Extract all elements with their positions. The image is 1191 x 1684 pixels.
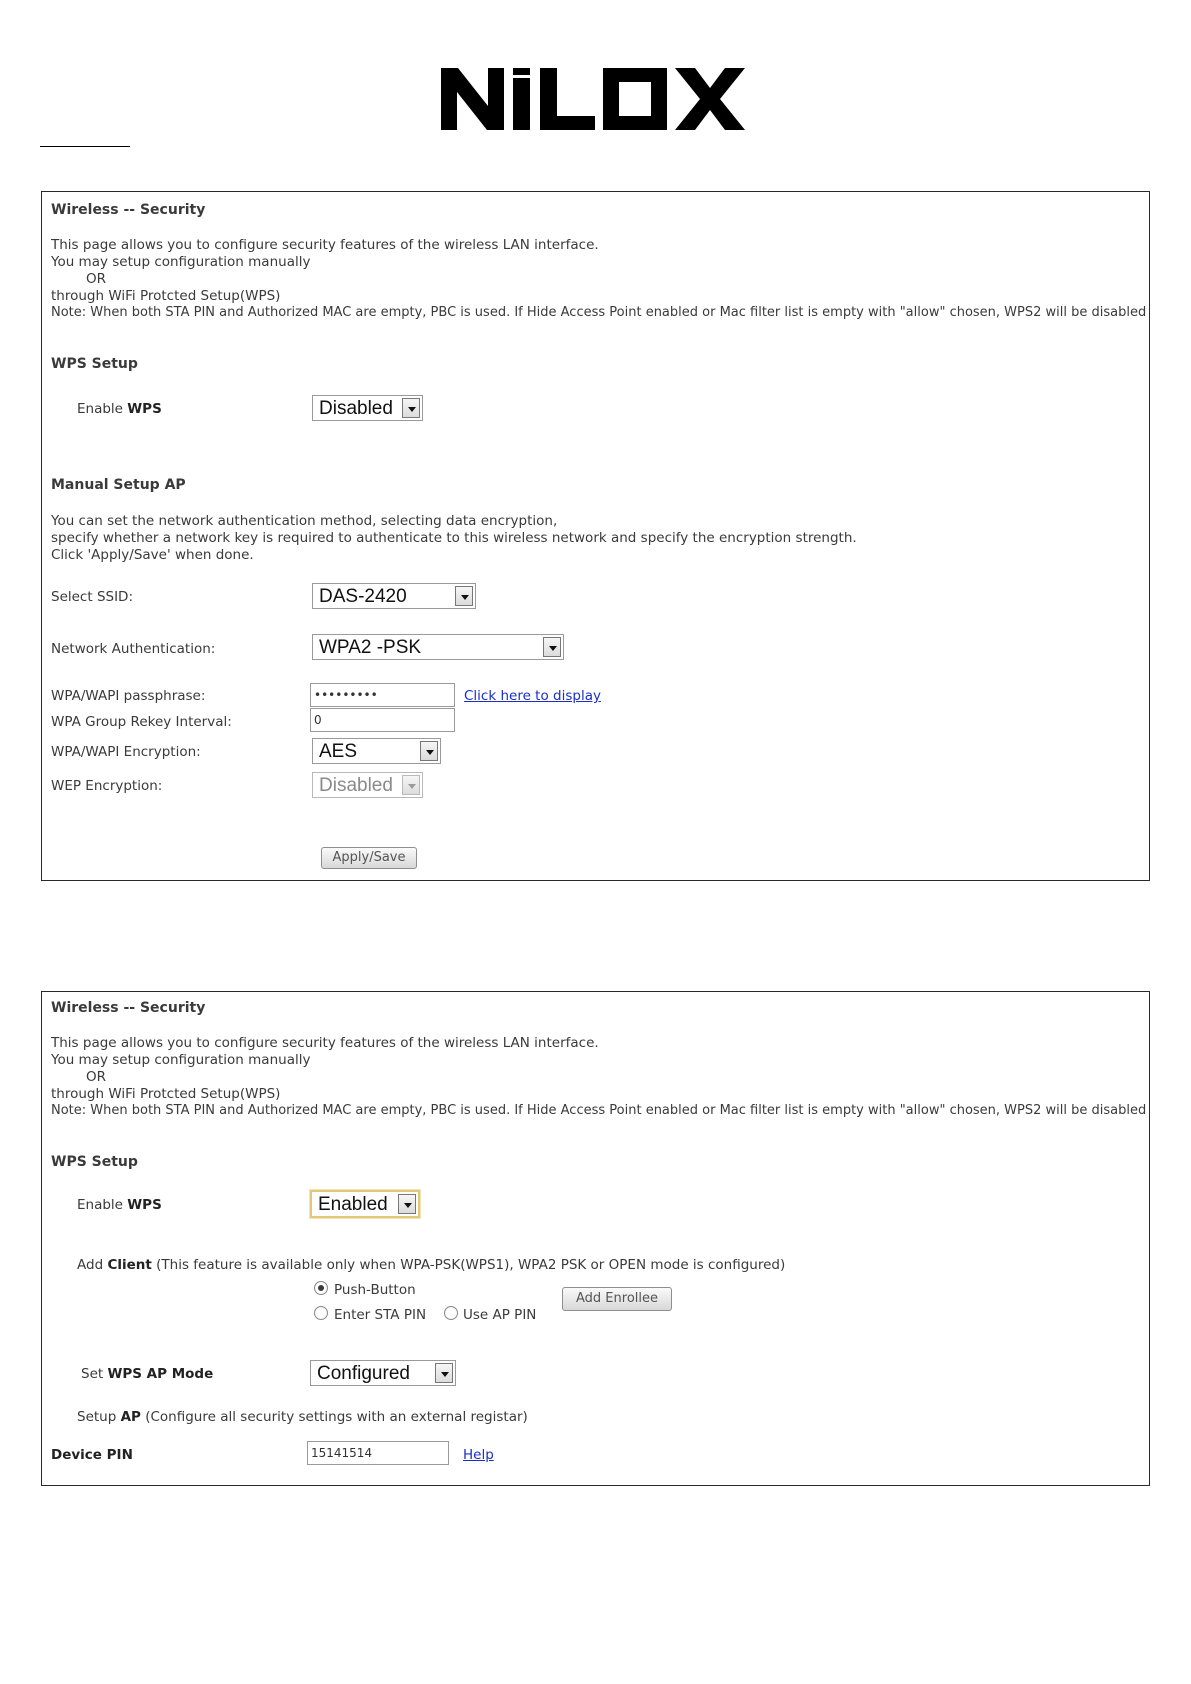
chevron-down-icon: [402, 398, 420, 418]
auth-label: Network Authentication:: [51, 641, 216, 657]
wep-encryption-select: Disabled: [312, 772, 423, 798]
chevron-down-icon: [398, 1194, 416, 1214]
enable-wps-label: Enable WPS: [77, 1197, 162, 1213]
display-passphrase-link[interactable]: Click here to display: [464, 688, 601, 704]
intro-line: You may setup configuration manually: [51, 1052, 311, 1068]
device-pin-input[interactable]: 15141514: [307, 1441, 449, 1465]
intro-line: OR: [86, 271, 107, 287]
manual-desc-line: You can set the network authentication method, selecting data encryption,: [51, 513, 558, 529]
ssid-select[interactable]: DAS-2420: [312, 583, 476, 609]
passphrase-input[interactable]: •••••••••: [310, 683, 455, 707]
push-button-label: Push-Button: [334, 1282, 416, 1298]
rekey-interval-input[interactable]: 0: [310, 708, 455, 732]
add-enrollee-button[interactable]: Add Enrollee: [562, 1287, 672, 1311]
chevron-down-icon: [402, 775, 420, 795]
wps-setup-heading: WPS Setup: [51, 1154, 138, 1170]
wep-label: WEP Encryption:: [51, 778, 163, 794]
chevron-down-icon: [420, 741, 438, 761]
manual-setup-heading: Manual Setup AP: [51, 477, 186, 493]
intro-note: Note: When both STA PIN and Authorized MAC are empty, PBC is used. If Hide Access Point enabled or Mac filter list is empty with "allow" chosen, WPS2 will be disabled: [51, 1103, 1147, 1118]
enter-sta-pin-label: Enter STA PIN: [334, 1307, 427, 1323]
apply-save-button[interactable]: Apply/Save: [321, 847, 417, 869]
device-pin-label: Device PIN: [51, 1447, 133, 1463]
wireless-security-panel-enabled: [41, 991, 1150, 1486]
enable-wps-select[interactable]: Disabled: [312, 395, 423, 421]
enable-wps-select[interactable]: Enabled: [310, 1190, 420, 1218]
chevron-down-icon: [455, 586, 473, 606]
encryption-label: WPA/WAPI Encryption:: [51, 744, 201, 760]
setup-ap-label: Setup AP (Configure all security settings with an external registar): [77, 1409, 528, 1425]
network-auth-select[interactable]: WPA2 -PSK: [312, 634, 564, 660]
encryption-select[interactable]: AES: [312, 738, 441, 764]
enable-wps-label: Enable WPS: [77, 401, 162, 417]
page-title: Wireless -- Security: [51, 202, 206, 218]
add-client-label: Add Client (This feature is available only when WPA-PSK(WPS1), WPA2 PSK or OPEN mode is configured): [77, 1257, 786, 1273]
wps-ap-mode-select[interactable]: Configured: [310, 1360, 456, 1386]
intro-line: You may setup configuration manually: [51, 254, 311, 270]
rekey-label: WPA Group Rekey Interval:: [51, 714, 232, 730]
nilox-logo: [441, 68, 747, 130]
chevron-down-icon: [543, 637, 561, 657]
enter-sta-pin-radio[interactable]: [314, 1306, 328, 1320]
manual-desc-line: specify whether a network key is required to authenticate to this wireless network and specify the encryption strength.: [51, 530, 857, 546]
ap-mode-label: Set WPS AP Mode: [81, 1366, 214, 1382]
push-button-radio[interactable]: [314, 1281, 328, 1295]
wireless-security-panel-disabled: [41, 191, 1150, 881]
help-link[interactable]: Help: [463, 1447, 494, 1463]
intro-line: This page allows you to configure security features of the wireless LAN interface.: [51, 237, 599, 253]
manual-desc-line: Click 'Apply/Save' when done.: [51, 547, 254, 563]
passphrase-label: WPA/WAPI passphrase:: [51, 688, 206, 704]
intro-line: This page allows you to configure security features of the wireless LAN interface.: [51, 1035, 599, 1051]
wps-setup-heading: WPS Setup: [51, 356, 138, 372]
intro-line: OR: [86, 1069, 107, 1085]
use-ap-pin-radio[interactable]: [444, 1306, 458, 1320]
intro-note: Note: When both STA PIN and Authorized MAC are empty, PBC is used. If Hide Access Point enabled or Mac filter list is empty with "allow" chosen, WPS2 will be disabled: [51, 305, 1147, 320]
ssid-label: Select SSID:: [51, 589, 134, 605]
page-title: Wireless -- Security: [51, 1000, 206, 1016]
intro-line: through WiFi Protcted Setup(WPS): [51, 288, 281, 304]
intro-line: through WiFi Protcted Setup(WPS): [51, 1086, 281, 1102]
use-ap-pin-label: Use AP PIN: [463, 1307, 537, 1323]
underline-mark: [40, 146, 130, 147]
chevron-down-icon: [435, 1363, 453, 1383]
